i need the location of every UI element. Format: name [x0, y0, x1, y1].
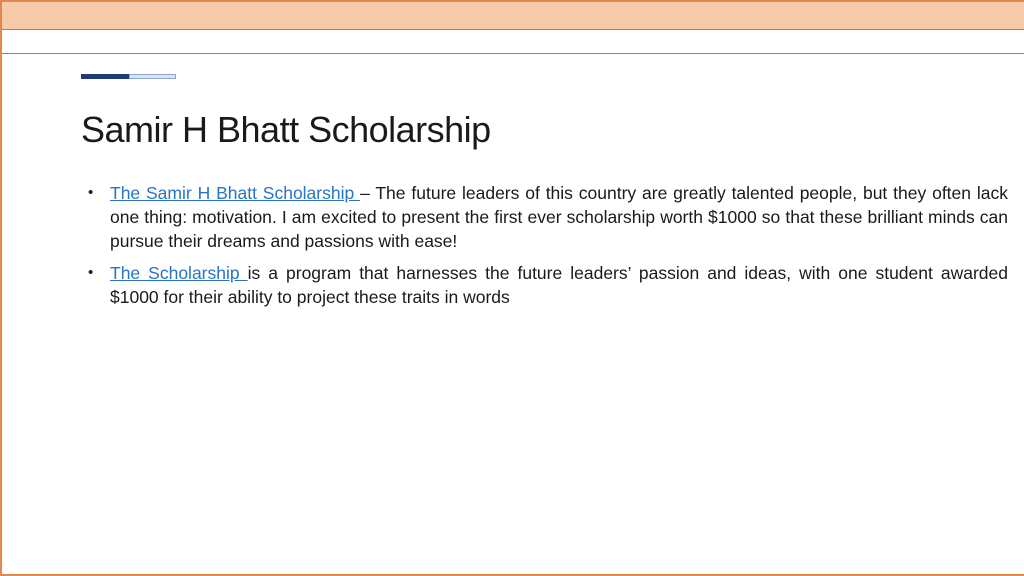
- bullet-dot-icon: •: [88, 264, 94, 281]
- bullet-text: is a program that harnesses the future leaders’ passion and ideas, with one student awarded $1000 for their ability to project these traits in words: [110, 263, 1009, 307]
- slide-title: Samir H Bhatt Scholarship: [81, 109, 491, 150]
- top-divider: [2, 53, 1024, 54]
- title-accent-bar: [81, 74, 176, 79]
- bullet-item: [88, 261, 1008, 309]
- top-band: [2, 0, 1024, 30]
- scholarship-program-link[interactable]: The Scholarship: [110, 263, 248, 283]
- bullet-list: [88, 181, 1008, 317]
- scholarship-link[interactable]: The Samir H Bhatt Scholarship: [110, 183, 361, 203]
- bullet-dot-icon: •: [88, 184, 94, 201]
- accent-bar-dark: [81, 74, 129, 79]
- bullet-text: – The future leaders of this country are greatly talented people, but they often lack one thing: motivation. I am excited to present the first ever scholarship worth $1000 so that these brilliant minds can pursue their dreams and passions with ease!: [110, 183, 1008, 251]
- accent-bar-light: [129, 74, 176, 79]
- bullet-item: [88, 181, 1008, 253]
